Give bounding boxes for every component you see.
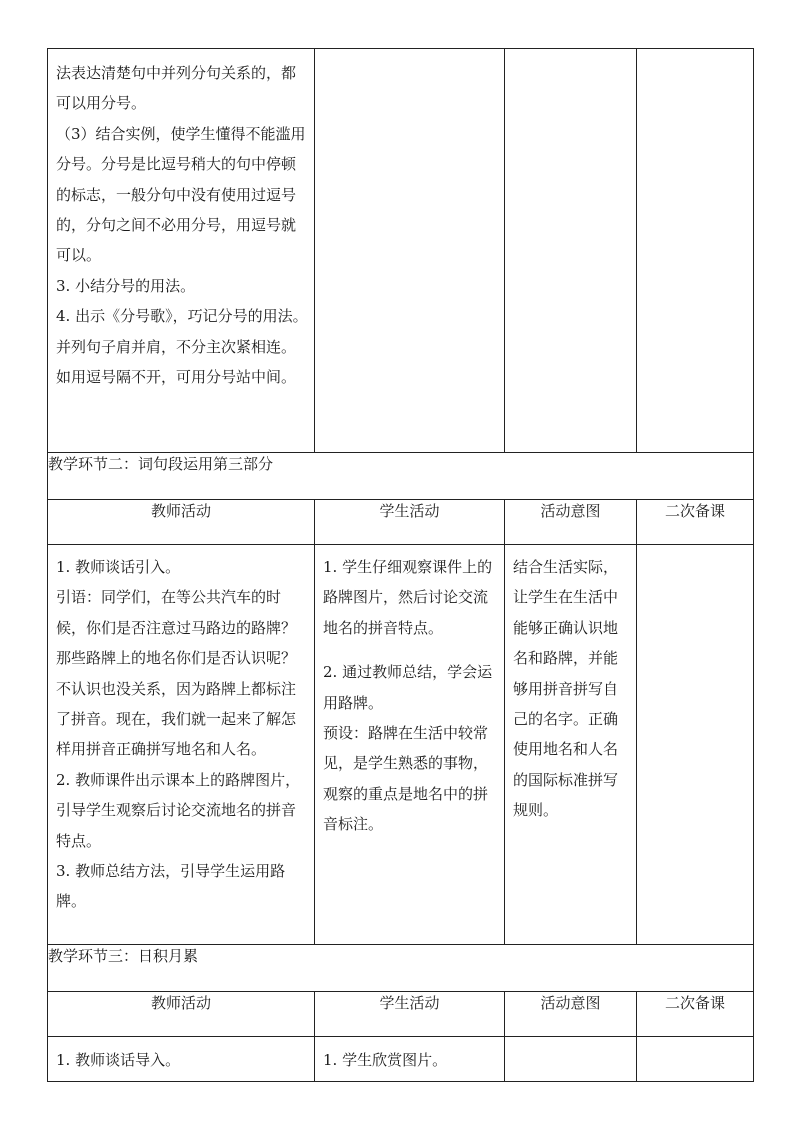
- second-prep-cell: [637, 545, 754, 945]
- second-prep-cell: [637, 1037, 754, 1082]
- text-line: （3）结合实例，使学生懂得不能滥用分号。分号是比逗号稍大的句中停顿的标志，一般分句中没有使用过逗号的，分句之间不必用分号，用逗号就可以。: [56, 124, 306, 265]
- activity-intent-cell: [505, 1037, 637, 1082]
- text-line: 1. 学生仔细观察课件上的路牌图片，然后讨论交流地名的拼音特点。: [323, 558, 493, 637]
- column-header-row: [48, 500, 754, 545]
- text-line: 1. 学生欣赏图片。: [323, 1051, 448, 1069]
- continued-activity-row: [48, 49, 754, 453]
- section-title-row: [48, 945, 754, 992]
- text-line: 并列句子肩并肩，不分主次紧相连。如用逗号隔不开，可用分号站中间。: [56, 337, 297, 387]
- student-activity-cell: [315, 1037, 505, 1082]
- text-line: 3. 教师总结方法，引导学生运用路牌。: [56, 862, 286, 911]
- activity-intent-cell: [505, 545, 637, 945]
- section-title: 教学环节三：日积月累: [48, 945, 754, 992]
- header-student-activity: 学生活动: [315, 500, 505, 545]
- text-line: 4. 出示《分号歌》，巧记分号的用法。: [56, 307, 308, 326]
- text-line: 3. 小结分号的用法。: [56, 276, 196, 295]
- text-line: 引语：同学们，在等公共汽车的时候，你们是否注意过马路边的路牌？那些路牌上的地名你们是否认识呢？不认识也没关系，因为路牌上都标注了拼音。现在，我们就一起来了解怎样用拼音正确拼写地名和人名。: [56, 588, 297, 759]
- activity-row: [48, 545, 754, 945]
- activity-intent-cell: [505, 49, 637, 453]
- activity-row: [48, 1037, 754, 1082]
- lesson-plan-table: [47, 48, 754, 1082]
- student-activity-cell: [315, 545, 505, 945]
- teacher-activity-cell: [48, 1037, 315, 1082]
- teacher-activity-cell: [48, 49, 315, 453]
- second-prep-cell: [637, 49, 754, 453]
- text-line: 2. 通过教师总结，学会运用路牌。: [323, 663, 493, 712]
- text-line: 结合生活实际，让学生在生活中能够正确认识地名和路牌，并能够用拼音拼写自己的名字。正确使用地名和人名的国际标准拼写规则。: [513, 558, 619, 820]
- section-title-row: [48, 453, 754, 500]
- student-activity-cell: [315, 49, 505, 453]
- text-line: 1. 教师谈话导入。: [56, 1051, 181, 1069]
- text-line: 法表达清楚句中并列分句关系的，都可以用分号。: [56, 64, 297, 113]
- header-second-prep: 二次备课: [637, 992, 754, 1037]
- text-line: 2. 教师课件出示课本上的路牌图片，引导学生观察后讨论交流地名的拼音特点。: [56, 770, 301, 850]
- teacher-activity-cell: [48, 545, 315, 945]
- text-line: 1. 教师谈话引入。: [56, 558, 181, 576]
- header-teacher-activity: 教师活动: [48, 992, 315, 1037]
- header-activity-intent: 活动意图: [505, 992, 637, 1037]
- header-activity-intent: 活动意图: [505, 500, 637, 545]
- header-teacher-activity: 教师活动: [48, 500, 315, 545]
- column-header-row: [48, 992, 754, 1037]
- header-second-prep: 二次备课: [637, 500, 754, 545]
- header-student-activity: 学生活动: [315, 992, 505, 1037]
- section-title: 教学环节二：词句段运用第三部分: [48, 453, 754, 500]
- text-line: 预设：路牌在生活中较常见，是学生熟悉的事物，观察的重点是地名中的拼音标注。: [323, 724, 489, 834]
